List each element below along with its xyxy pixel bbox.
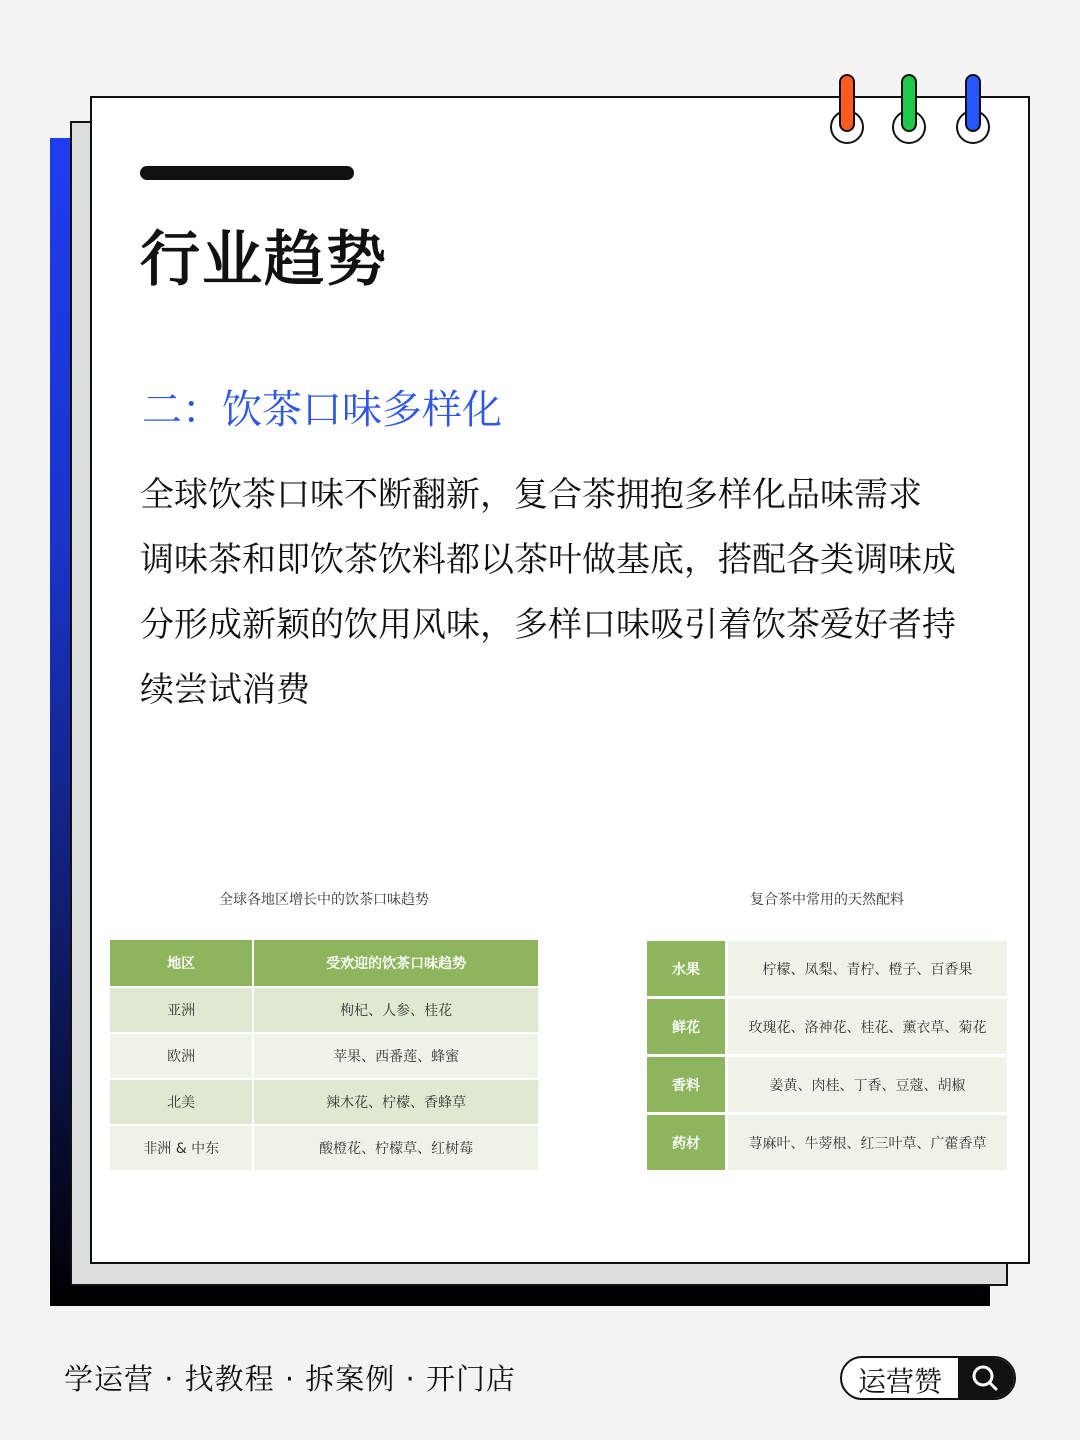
table-cell: 北美 [109, 1079, 253, 1125]
brand-label: 运营赞 [858, 1365, 943, 1398]
table-cell: 辣木花、柠檬、香蜂草 [253, 1079, 539, 1125]
table-cell: 非洲 & 中东 [109, 1125, 253, 1171]
region-flavor-table [108, 938, 540, 1172]
table-row [646, 940, 1009, 998]
table-row [109, 1125, 539, 1171]
ring-pin [839, 74, 855, 132]
table2-caption: 复合茶中常用的天然配料 [750, 892, 904, 908]
category-cell: 鲜花 [646, 998, 727, 1056]
items-cell: 玫瑰花、洛神花、桂花、薰衣草、菊花 [727, 998, 1009, 1056]
search-icon [958, 1358, 1014, 1398]
ring-orange [830, 74, 864, 146]
footer-tagline: 学运营 · 找教程 · 拆案例 · 开门店 [64, 1362, 516, 1396]
table-cell: 苹果、西番莲、蜂蜜 [253, 1033, 539, 1079]
section-title: 二：饮茶口味多样化 [142, 387, 502, 433]
table-cell: 枸杞、人参、桂花 [253, 987, 539, 1033]
table-cell: 欧洲 [109, 1033, 253, 1079]
table-row [646, 1114, 1009, 1172]
table-row [646, 1056, 1009, 1114]
ring-blue [956, 74, 990, 146]
table-row [109, 987, 539, 1033]
items-cell: 柠檬、凤梨、青柠、橙子、百香果 [727, 940, 1009, 998]
items-cell: 姜黄、肉桂、丁香、豆蔻、胡椒 [727, 1056, 1009, 1114]
table-row [109, 1079, 539, 1125]
items-cell: 荨麻叶、牛蒡根、红三叶草、广藿香草 [727, 1114, 1009, 1172]
paragraph-2: 调味茶和即饮茶饮料都以茶叶做基底，搭配各类调味成分形成新颖的饮用风味，多样口味吸引着饮茶爱好者持续尝试消费 [140, 540, 956, 710]
paragraph-1: 全球饮茶口味不断翻新，复合茶拥抱多样化品味需求 [140, 475, 922, 515]
ring-pin [965, 74, 981, 132]
title-accent-bar [140, 166, 354, 180]
table-header-cell: 地区 [109, 939, 253, 987]
table-cell: 酸橙花、柠檬草、红树莓 [253, 1125, 539, 1171]
table-header-cell: 受欢迎的饮茶口味趋势 [253, 939, 539, 987]
page-title: 行业趋势 [140, 225, 388, 295]
table1-caption: 全球各地区增长中的饮茶口味趋势 [219, 892, 429, 908]
table-header-row [109, 939, 539, 987]
ring-pin [901, 74, 917, 132]
table-row [109, 1033, 539, 1079]
category-cell: 香料 [646, 1056, 727, 1114]
search-button[interactable] [958, 1358, 1014, 1398]
ingredient-table [644, 938, 1010, 1173]
category-cell: 药材 [646, 1114, 727, 1172]
body-text [140, 463, 970, 723]
table-cell: 亚洲 [109, 987, 253, 1033]
category-cell: 水果 [646, 940, 727, 998]
ring-green [892, 74, 926, 146]
table-row [646, 998, 1009, 1056]
brand-search-pill[interactable] [840, 1356, 1016, 1400]
